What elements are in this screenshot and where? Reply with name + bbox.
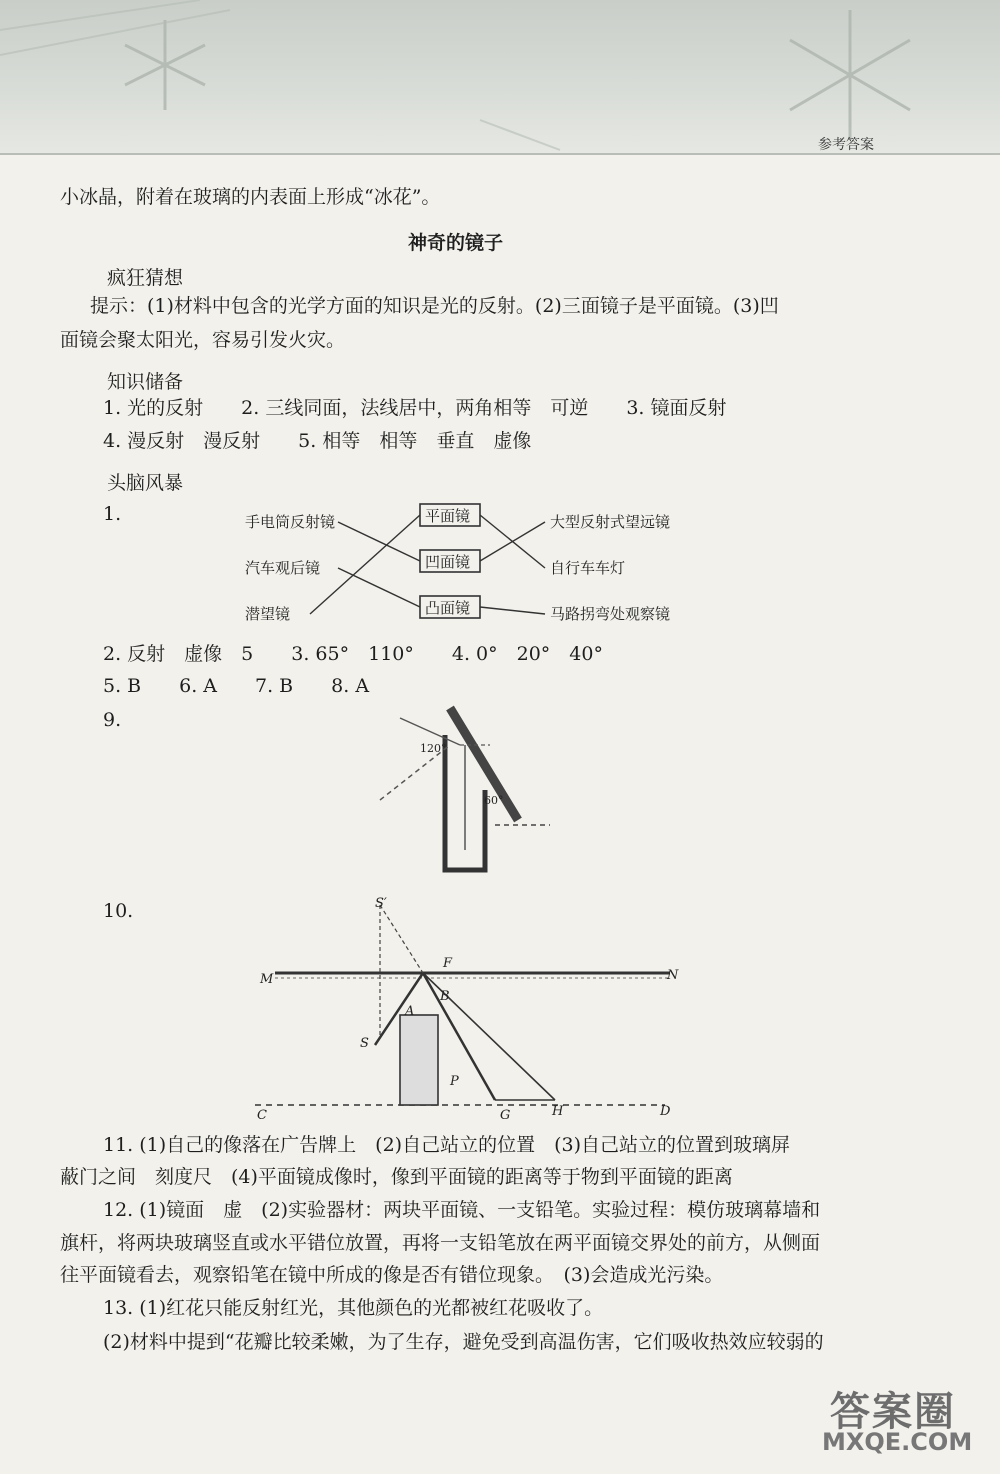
middle-item: 凸面镜	[425, 599, 471, 617]
point-label: G	[500, 1108, 511, 1123]
point-label: H	[552, 1104, 564, 1119]
plane-mirror-diagram	[255, 895, 685, 1125]
match-line	[338, 522, 420, 561]
snowflake-decoration-icon	[0, 0, 1000, 155]
q9-number: 9.	[103, 709, 122, 731]
answer-12-line-3: 往平面镜看去，观察铅笔在镜中所成的像是否有错位现象。 (3)会造成光污染。	[60, 1264, 724, 1286]
left-item: 潜望镜	[245, 605, 291, 623]
answer-11-line-2: 蔽门之间 刻度尺 (4)平面镜成像时，像到平面镜的距离等于物到平面镜的距离	[60, 1166, 733, 1188]
page-header	[0, 0, 1000, 155]
hint-line-1: 提示：(1)材料中包含的光学方面的知识是光的反射。(2)三面镜子是平面镜。(3)凹	[90, 295, 779, 317]
section-heading-knowledge: 知识储备	[107, 371, 184, 393]
board-P	[400, 1015, 438, 1105]
watermark-url: MXQE.COM	[822, 1428, 973, 1456]
incident-ray	[400, 718, 460, 745]
section-heading-brainstorm: 头脑风暴	[107, 472, 184, 494]
q1-number: 1.	[103, 503, 122, 525]
point-label: P	[450, 1074, 459, 1089]
point-label: F	[443, 956, 453, 971]
mirror-matching-diagram	[240, 500, 710, 630]
hint-line-2: 面镜会聚太阳光，容易引发火灾。	[60, 329, 346, 351]
point-label: A	[405, 1004, 415, 1019]
image-ray	[380, 905, 423, 973]
header-section-label: 参考答案	[818, 137, 874, 153]
left-item: 汽车观后镜	[245, 559, 321, 577]
answer-12-line-2: 旗杆，将两块玻璃竖直或水平错位放置，再将一支铅笔放在两平面镜交界处的前方，从侧面	[60, 1232, 821, 1254]
match-line	[338, 568, 420, 607]
answer-13-line-2: (2)材料中提到“花瓣比较柔嫩，为了生存，避免受到高温伤害，它们吸收热效应较弱的	[103, 1331, 824, 1353]
right-item: 自行车车灯	[550, 559, 626, 577]
middle-item: 平面镜	[425, 507, 471, 525]
intro-line: 小冰晶，附着在玻璃的内表面上形成“冰花”。	[60, 186, 441, 208]
point-label: M	[260, 972, 274, 987]
answer-2-4: 2. 反射 虚像 5 3. 65° 110° 4. 0° 20° 40°	[103, 643, 603, 665]
match-line	[480, 607, 545, 614]
site-watermark	[822, 1380, 982, 1460]
knowledge-line-1: 1. 光的反射 2. 三线同面，法线居中，两角相等 可逆 3. 镜面反射	[103, 397, 727, 419]
periscope-diagram	[380, 700, 580, 885]
watermark-logo: 答案圈	[830, 1389, 956, 1435]
match-line	[480, 522, 545, 561]
right-item: 马路拐弯处观察镜	[550, 605, 671, 623]
left-item: 手电筒反射镜	[245, 513, 336, 531]
angle-label: 120°	[420, 742, 447, 755]
right-item: 大型反射式望远镜	[550, 513, 671, 531]
answer-12-line-1: 12. (1)镜面 虚 (2)实验器材：两块平面镜、一支铅笔。实验过程：模仿玻璃幕墙和	[103, 1199, 821, 1221]
point-label: S′	[375, 896, 387, 911]
point-label: D	[660, 1104, 671, 1119]
point-label: N	[667, 968, 679, 983]
point-label: B	[440, 989, 450, 1004]
point-label: C	[257, 1108, 267, 1123]
knowledge-line-2: 4. 漫反射 漫反射 5. 相等 相等 垂直 虚像	[103, 430, 532, 452]
page-title: 神奇的镜子	[408, 232, 504, 254]
answer-11-line-1: 11. (1)自己的像落在广告牌上 (2)自己站立的位置 (3)自己站立的位置到玻璃屏	[103, 1134, 790, 1156]
answer-13-line-1: 13. (1)红花只能反射红光，其他颜色的光都被红花吸收了。	[103, 1297, 604, 1319]
angle-label: 60°	[484, 794, 504, 807]
section-heading-guess: 疯狂猜想	[107, 267, 184, 289]
q10-number: 10.	[103, 900, 134, 922]
middle-item: 凹面镜	[425, 553, 471, 571]
answer-5-8: 5. B 6. A 7. B 8. A	[103, 675, 370, 697]
point-label: S	[360, 1036, 369, 1051]
